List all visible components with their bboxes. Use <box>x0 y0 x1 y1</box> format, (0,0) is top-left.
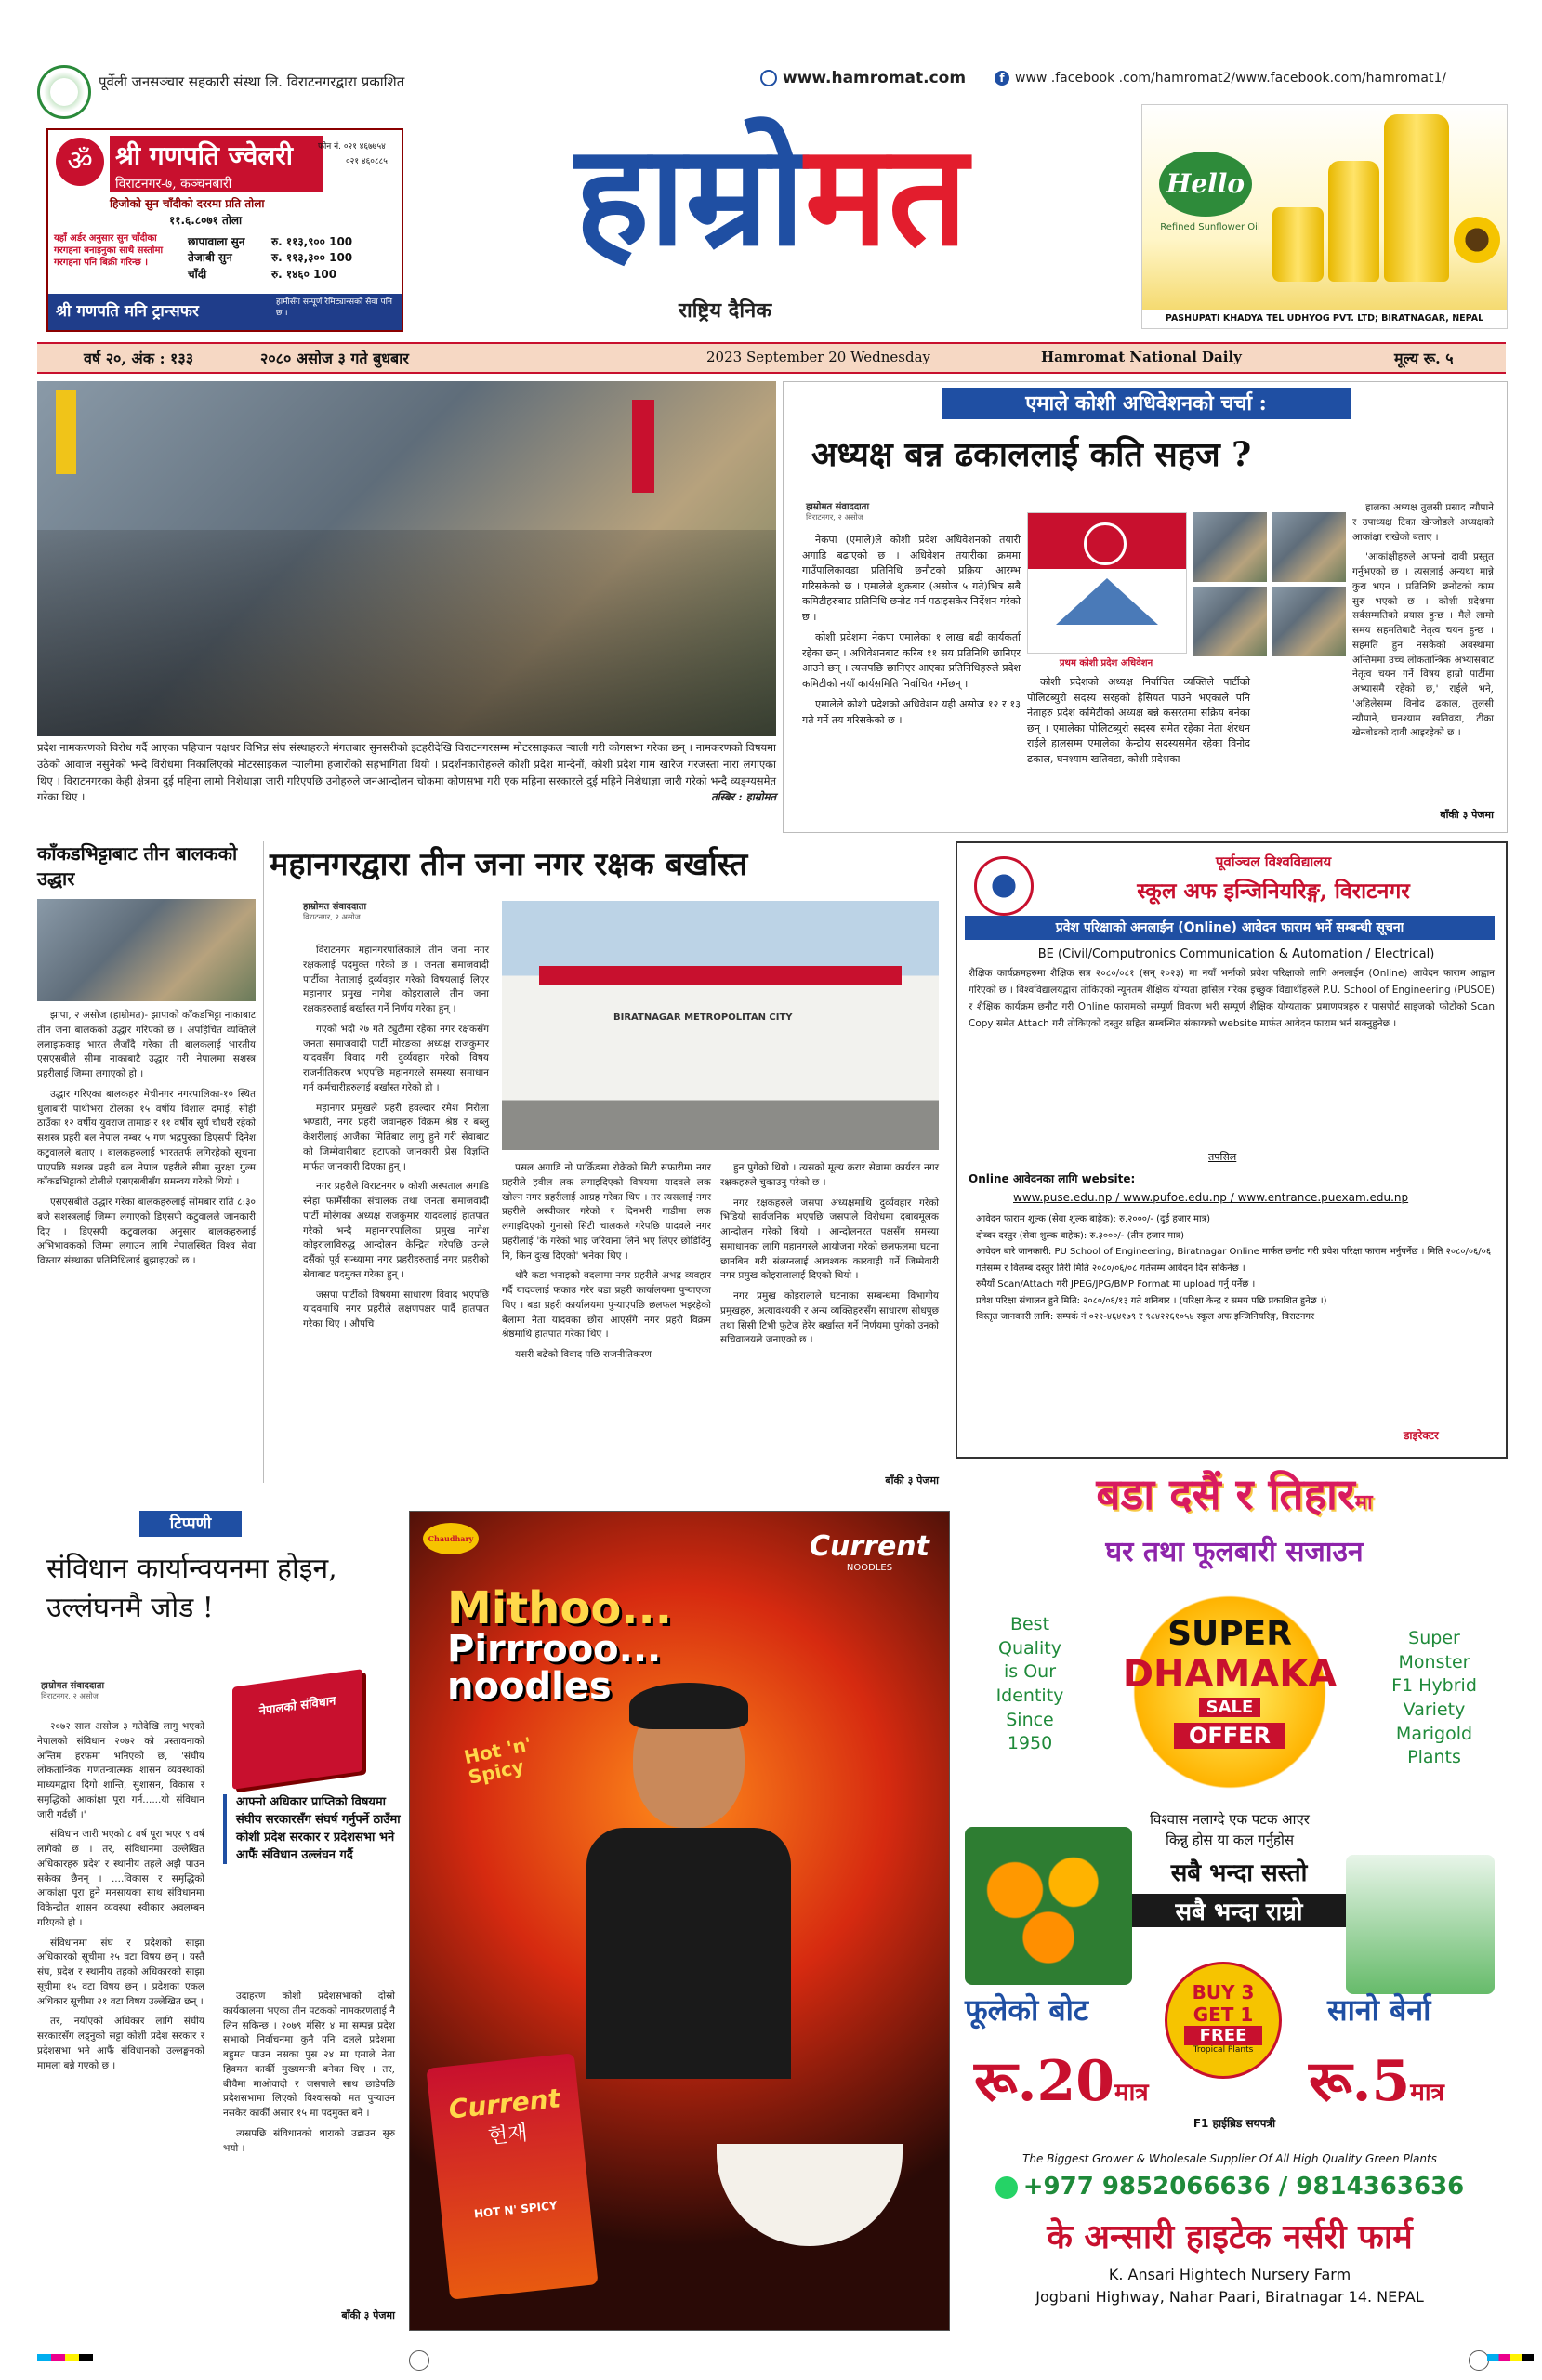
paragraph: उद्धार गरिएका बालकहरु मेचीनगर नगरपालिका-१० स्थित धुलाबारी पाथीभरा टोलका १५ वर्षीय विशाल दमाई, सोही ठाउँका १२ वर्षीय युवराज तामाङ र ११ वर्षीय सूर्य चौधरी रहेको सशस्त्र प्रहरी बल नेपाल नम्बर ५ गण भद्रपुरका डिएसपी दिनेश कटुवालले बताए । बालकहरुलाई भारततर्फ लगिरहेको सूचना पाएपछि सशस्त्र प्रहरी बल नेपाल प्रहरीले सीमा सुरक्षा गुल्म काँकडभिट्टाको टोलीले एसएसबीसँग समन्वय गरेको थियो । <box>37 1088 256 1188</box>
details-label: तपसिल <box>1208 1151 1237 1163</box>
lead-caption <box>37 740 776 806</box>
metro-building-photo <box>502 901 939 1150</box>
buy-text: BUY 3 <box>1192 1981 1255 2003</box>
rate-label: चाँदी <box>188 267 207 281</box>
claim-line: Variety <box>1403 1699 1466 1720</box>
police-col3 <box>720 1161 939 1354</box>
money-transfer-bar <box>48 294 402 330</box>
signature: डाइरेक्टर <box>1404 1429 1439 1442</box>
price2-unit: मात्र <box>1410 2079 1444 2107</box>
paragraph: कोशी प्रदेशको अध्यक्ष निर्वाचित व्यक्तिले पार्टीको पोलिटब्युरो सदस्य सरहको हैसियत पाउने भएकाले पनि नेताहरु प्रदेश कमिटीको अध्यक्ष बन्ने कसरतमा सक्रिय बनेका छन् । एमालेका पोलिटब्युरो सदस्य समेत रहेका नेता शेरधन राईले हालसम्म एमालेका केन्द्रीय सदस्यसमेत रहेका विनोद ढकाल, घनश्याम खतिवडा, कोशी प्रदेशका <box>1027 676 1250 765</box>
paragraph: नगर रक्षकहरुले जसपा अध्यक्षमाथि दुर्व्यवहार गरेको भिडियो सार्वजनिक भएपछि जसपाले विरोधमा दबाबमूलक आन्दोलन गरेको थियो । आन्दोलनरत पक्षसँग समस्या समाधानका लागि महानगरले आयोजना गरेको छलफलमा घटना छानबिन गरी संलग्नलाई आवश्यक कारवाही गर्ने जिम्मेवारी नगर प्रमुख कोइरालालाई दिएको थियो । <box>720 1197 939 1282</box>
opinion-pullquote <box>223 1794 403 1864</box>
pack-label: HOT N' SPICY <box>473 2199 559 2221</box>
notice-line: आवेदन फाराम शुल्क (सेवा शुल्क बाहेक): रु.२०००/- (दुई हजार मात्र) <box>976 1214 1211 1224</box>
ganapati-brand-box <box>110 136 323 192</box>
headline-line: Pirrrooo... <box>447 1628 662 1671</box>
paper-title <box>409 102 1134 288</box>
offer-text: OFFER <box>1174 1723 1285 1749</box>
police-col1 <box>303 944 489 1338</box>
koshi-byline <box>806 499 869 522</box>
ganapati-address: विराटनगर-७, कञ्चनबारी <box>115 177 232 192</box>
price2 <box>1309 2041 1444 2117</box>
websites[interactable]: www.puse.edu.np / www.pufoe.edu.np / www.entrance.puexam.edu.np <box>1013 1191 1409 1204</box>
paragraph: २०७२ साल असोज ३ गतेदेखि लागु भएको नेपालको संविधान २०७२ को प्रस्तावनाको अन्तिम हरफमा भनिएको छ, 'संघीय लोकतान्त्रिक गणतन्त्रात्मक शासन व्यवस्थाको माध्यमद्वारा दिगो शान्ति, सुशासन, विकास र समृद्धिको आकांक्षा पूरा गर्न......यो संविधान जारी गर्दछौं ।' <box>37 1721 204 1820</box>
hello-logo: Hello <box>1159 152 1252 217</box>
phone-number: +977 9852066636 / 9814363636 <box>1022 2173 1465 2201</box>
volume: वर्ष २०, अंक : १३३ <box>84 350 194 367</box>
portrait-1 <box>1193 512 1267 582</box>
nursery-tagline: The Biggest Grower & Wholesale Supplier Of All High Quality Green Plants <box>1022 2152 1437 2165</box>
hello-product: Refined Sunflower Oil <box>1160 222 1260 232</box>
nursery-phone <box>956 2173 1504 2201</box>
paragraph: झापा, २ असोज (हाम्रोमत)- झापाको काँकडभिट्टा नाकाबाट तीन जना बालकको उद्धार गरिएको छ । अपहिचित व्यक्तिले ललाइफकाइ भारत लैजाँदै गरेका ती बालकलाई भारतीय एसएसबीले सीमा नाकाबाटै उद्धार गरी नेपालमा सशस्त्र प्रहरीलाई जिम्मा लगाएको हो । <box>37 1010 256 1079</box>
building-roof <box>539 966 902 985</box>
byline-place: विराटनगर, २ असोज <box>41 1691 99 1700</box>
nepali-date: २०८० असोज ३ गते बुधबार <box>260 350 409 367</box>
uml-logo <box>1027 512 1187 654</box>
brand-logo <box>810 1530 929 1573</box>
paragraph: नेकपा (एमाले)ले कोशी प्रदेश अधिवेशनको तयारी अगाडि बढाएको छ । अधिवेशन तयारीका क्रममा गाउँपालिकावडा प्रतिनिधि छनौटको प्रक्रिया आरम्भ गरिसकेको छ । एमालेले शुक्रबार (असोज ५ गते)भित्र सबै कमिटीहरुबाट प्रतिनिधि छनोट गर्न पठाइसकेर निर्देशन गरेको छ । <box>802 534 1021 623</box>
maker-logo: Chaudhary <box>423 1523 479 1554</box>
flower-label: फूलेको बोट <box>965 1992 1089 2028</box>
seedling-photo <box>1346 1855 1495 1994</box>
headline-line: noodles <box>447 1665 612 1708</box>
facebook-text: www .facebook .com/hamromat2/www.facebook.com/hamromat1/ <box>1015 71 1447 86</box>
trust-line: विश्वास नलाग्दे एक पटक आएर <box>1150 1811 1310 1828</box>
trust-line2: किन्नु होस या कल गर्नुहोस <box>1165 1831 1295 1848</box>
title-blue: हाम्रो <box>574 113 805 277</box>
noodle-bowl-icon <box>717 2144 903 2246</box>
paragraph: उदाहरण कोशी प्रदेशसभाको दोस्रो कार्यकालमा भएका तीन पटकको नामकरणलाई नै लिन सकिन्छ । २०७९ मंसिर ४ मा सम्पन्न प्रदेश सभाको निर्वाचनमा कुनै पनि दलले प्रदेशमा बहुमत पाउन नसका पुस २४ मा एमाले नेता हिक्मत कार्की मुख्यमन्त्री बनेका थिए । तर, बीचैमा माओवादी र जसपाले साथ छाडेपछि प्रदेशसभामा लिएको विश्वासको मत पुऱ्याउन नसकेर कार्की असार १५ मा पदमुक्त बने । <box>223 1990 395 2119</box>
koshi-col3 <box>1352 501 1494 747</box>
paragraph: एमालेले कोशी प्रदेशको अधिवेशन यही असोज १२ र १३ गते गर्ने तय गरिसकेको छ । <box>802 698 1021 726</box>
english-date: 2023 September 20 Wednesday <box>706 349 931 365</box>
publisher-line: पूर्वेली जनसञ्चार सहकारी संस्था लि. विराटनगरद्वारा प्रकाशित <box>99 73 405 90</box>
register-mark-icon <box>409 2350 429 2371</box>
column-divider <box>263 841 264 1483</box>
rate-value: रु. ११३,३०० 100 <box>271 251 353 265</box>
website-label: Online आवेदनका लागि website: <box>969 1172 1136 1185</box>
nursery-ad <box>956 1464 1504 2329</box>
lead-caption-text: प्रदेश नामकरणको विरोध गर्दै आएका पहिचान पक्षधर विभिन्न संघ संस्थाहरुले मंगलबार सुनसरीको इटहरीदेखि विराटनगरसम्म मोटरसाइकल र्‍याली गरी कोगसभा गरेका छन् । नामकरणको विषयमा उठेको आवाज नसुनेको भन्दै विरोधमा निकालिएको मोटरसाइकल र्‍यालीमा हजारौंको सहभागिता थियो । प्रदर्शनकारीहरुले कोशी प्रदेश मान्दैनौं, कोशी प्रदेश गाम खारेज गरजस्ता नारा लगाएका थिए । विराटनगरका केही क्षेत्रमा दुई महिना लामो निशेधाज्ञा जारी गरिएपछि उनीहरुले जनआन्दोलन चोकमा कोणसभा गरी एक महिना सरकारले दुई महिने निशेधाज्ञा जारी गरेको भन्दै व्यङ्ग्यसमेत गरेका थिए । <box>37 741 776 804</box>
festival-sub: घर तथा फूलबारी सजाउन <box>1105 1536 1364 1568</box>
pullquote-text: आफ्नो अधिकार प्राप्तिको विषयमा संघीय सरकारसँग संघर्ष गर्नुपर्ने ठाउँमा कोशी प्रदेश सरकार र प्रदेशसभा भने आफैं संविधान उल्लंघन गर्दै <box>236 1795 401 1862</box>
ganapati-headline: हिजोको सुन चाँदीको दररमा प्रति तोला <box>110 197 265 210</box>
coop-logo-icon <box>37 65 91 119</box>
notice-body: शैक्षिक कार्यक्रमहरुमा शैक्षिक सत्र २०८०/०८१ (सन् २०२३) मा नयाँ भर्नाको प्रवेश परिक्षाको लागि अनलाईन (Online) आवेदन फाराम आह्वान गरिएको छ । विश्वविद्यालयद्वारा तोकिएको न्यूनतम शैक्षिक योग्यता हासिल गरेका इच्छुक विद्यार्थीहरुले P.U. School of Engineering (PUSOE) र शैक्षिक कार्यक्रम छनौट गरी Online फारामको सम्पूर्ण विवरण भरी सम्पूर्ण शैक्षिक योग्यताका प्रमाणपत्रहरु र पासपोर्ट साइजको फोटोको Scan Copy समेत Attach गरी तोकिएको दस्तुर सहित सम्बन्धित संकायको website मार्फत आवेदन फाराम भर्न सक्नुहुनेछ । <box>969 968 1495 1029</box>
sunflower-icon <box>1454 217 1500 263</box>
constitution-book-icon <box>232 1669 362 1790</box>
sale-text: SALE <box>1199 1698 1261 1717</box>
opinion-col2 <box>223 1990 395 2162</box>
claim-line: Quality <box>998 1637 1061 1659</box>
rate-value: रु. १४६० 100 <box>271 267 337 281</box>
facebook-icon: f <box>995 71 1009 86</box>
register-mark-icon <box>1469 2350 1489 2371</box>
claim-line: Since <box>1006 1709 1054 1730</box>
paragraph: जसपा पार्टीको विषयमा साधारण विवाद भएपछि यादवमाथि नगर प्रहरीले लक्षणपक्षर पार्दै हातपात गरेका थिए । औपचि <box>303 1289 489 1329</box>
claim-line: F1 Hybrid <box>1391 1675 1477 1697</box>
oil-bottle-icon <box>1328 161 1379 282</box>
hammer-sickle-icon <box>1084 522 1127 565</box>
opinion-byline <box>41 1678 104 1701</box>
pu-logo-icon <box>974 856 1034 916</box>
koshi-col1 <box>802 533 1021 734</box>
paragraph: हुन पुगेको थियो । त्यसको मूल्य करार सेवामा कार्यरत नगर रक्षकहरुले चुकाउनु परेको छ । <box>720 1162 939 1188</box>
price: मूल्य रू. ५ <box>1394 350 1454 367</box>
pack-korean: 현재 <box>486 2122 529 2149</box>
claim-line: Marigold <box>1395 1723 1473 1744</box>
claim-line: Best <box>1009 1614 1050 1634</box>
hybrid-label: F1 हाईब्रिड सयपत्री <box>1193 2117 1276 2130</box>
opinion-tag: टिप्पणी <box>139 1511 242 1537</box>
ganapati-ad <box>46 128 403 332</box>
claim-line: is Our <box>1003 1661 1057 1683</box>
paragraph: पसल अगाडि नो पार्किङमा रोकेको मिटी सफारीमा नगर प्रहरीले हवील लक लगाइदिएको विषयमा यादवले लक खोल्न नगर प्रहरीलाई आग्रह गरेका थिए । तर त्यसलाई नगर प्रहरीले अस्वीकार गरेको र दिनभरी गाडीमा लक लगाइदिएको गुनासो सिटी चालकले गरेपछि यादवले नगर प्रहरीलाई 'के गरेको भाइ जरिवाना लिने भए लिएर छोडिदिनु नि, किन दुःख दिएको' भनेका थिए । <box>502 1162 711 1262</box>
school-name: स्कूल अफ इन्जिनियरिङ्ग, विराटनगर <box>1137 879 1410 904</box>
price1 <box>974 2041 1149 2117</box>
paragraph: विराटनगर महानगरपालिकाले तीन जना नगर रक्षकलाई पदमुक्त गरेको छ । जनता समाजवादी पार्टीका नेतालाई दुर्व्यवहार गरेको विषयलाई लिएर महानगर प्रमुख नागेश कोइरालाले तीन जना रक्षकहरुलाई बर्खास्त गर्ने निर्णय गरेका हुन् । <box>303 945 489 1014</box>
brand-name: Current <box>810 1530 930 1563</box>
nursery-name-en: K. Ansari Hightech Nursery Farm <box>1108 2266 1351 2283</box>
rate-value: रु. ११३,९०० 100 <box>271 235 353 248</box>
kakarbhitta-body <box>37 1009 256 1269</box>
univ-name: पूर्वाञ्चल विश्वविद्यालय <box>1215 853 1332 870</box>
nursery-address: Jogbani Highway, Nahar Paari, Biratnagar 14. NEPAL <box>1035 2288 1424 2306</box>
man-hair <box>629 1683 748 1729</box>
notice-lines <box>976 1211 1496 1326</box>
portrait-4 <box>1272 587 1346 656</box>
lead-caption-credit: तस्बिर : हाम्रोमत <box>711 790 776 804</box>
oil-jar-icon <box>1272 207 1324 282</box>
cheapest: सबै भन्दा सस्तो <box>1170 1859 1308 1887</box>
programs: BE (Civil/Computronics Communication & Automation / Electrical) <box>1037 947 1435 961</box>
masthead <box>37 56 1506 335</box>
super-text: SUPER <box>1167 1615 1292 1653</box>
rate-row <box>188 250 397 266</box>
festival-suffix: मा <box>1354 1490 1373 1514</box>
left-claims <box>974 1613 1086 1756</box>
marigold-photo <box>965 1827 1132 1985</box>
pack-brand: Current <box>447 2082 562 2125</box>
dateline <box>37 342 1506 374</box>
koshi-story <box>783 381 1508 833</box>
claim-line: Identity <box>995 1685 1064 1706</box>
free-sub: Tropical Plants <box>1193 2045 1254 2055</box>
noodle-ad <box>409 1511 950 2331</box>
paragraph: थोरै कडा भनाइको बदलामा नगर प्रहरीले अभद्र व्यवहार गर्दै यादवलाई फकाउ गरेर बडा प्रहरी कार्यालयमा पुऱ्याएका थिए । बडा प्रहरी कार्यालयमा पुऱ्याएपछि छलफल भइरहेको बेलामा नेता यादवका छोरा आएसँगै नगर प्रहरी विक्रम श्रेष्ठमाथि हातपात गरेका थिए । <box>502 1270 711 1341</box>
portrait-3 <box>1193 587 1267 656</box>
buy3-badge <box>1165 1962 1282 2079</box>
hello-oil-ad <box>1141 104 1508 329</box>
noodle-pack <box>426 2053 598 2299</box>
man-figure <box>568 1688 810 2079</box>
ganapati-phone2: ०२१ ४६०८८५ <box>346 157 388 166</box>
money-transfer-tag: हामीसँग सम्पूर्ण रेमिट्यान्सको सेवा पनि छ । <box>276 298 392 318</box>
byline-place: विराटनगर, २ असोज <box>303 912 361 921</box>
title-red: मत <box>804 113 969 277</box>
paragraph: एसएसबीले उद्धार गरेका बालकहरुलाई सोमबार राति ८:३० बजे सशस्त्रलाई जिम्मा लगाएको डिएसपी कटुवालले जानकारी दिए । डिएसपी कटुवालका अनुसार बालकहरुलाई अभिभावकको जिम्मा लगाउन लागि नेपालस्थित विश्व सेवा विस्तार संस्थाका प्रतिनिधिलाई बुझाइएको छ । <box>37 1197 256 1266</box>
paragraph: यसरी बढेको विवाद पछि राजनीतिकरण <box>515 1349 652 1360</box>
lead-photo <box>37 381 776 736</box>
notice-line: विस्तृत जानकारी लागि: सम्पर्क नं ०२१-४६४१७९ र ९८४२२६१०५४ स्कूल अफ इन्जिनियरिङ्ग, विराटनगर <box>976 1312 1315 1322</box>
flag-icon <box>632 400 654 493</box>
metro-sign: BIRATNAGAR METROPOLITAN CITY <box>613 1012 793 1023</box>
paragraph: संविधानमा संघ र प्रदेशको साझा अधिकारको सूचीमा २५ वटा विषय छन् । यस्तै संघ, प्रदेश र स्थानीय तहको अधिकारको साझा सूचीमा १५ वटा विषय छन् । प्रदेशका एकल अधिकार सूचीमा २१ वटा विषय उल्लेखित छन् । <box>37 1937 204 2007</box>
free-text: FREE <box>1184 2026 1262 2045</box>
dhamaka-badge <box>1095 1585 1364 1799</box>
color-bar <box>37 2354 93 2361</box>
claim-line: Super <box>1408 1628 1460 1648</box>
book-label: नेपालको संविधान <box>258 1694 336 1719</box>
price2-value: रू.5 <box>1309 2049 1411 2114</box>
paragraph: नगर प्रहरीले विराटनगर ७ कोशी अस्पताल अगाडि स्नेहा फार्मेसीका संचालक तथा जनता समाजवादी पार्टी मोरंगका अध्यक्ष राजकुमार यादवलाई हातपात गरेको भन्दै महानगरपालिका प्रमुख नागेश कोइरालाविरुद्ध आन्दोलन केन्द्रित गरेपछि उनले दसैंको पूर्व सन्ध्यामा नगर प्रहरीहरुलाई नगर प्रहरीको सेवाबाट पदमुक्त गरेका हुन् । <box>303 1181 489 1280</box>
rate-row <box>188 234 397 250</box>
ganapati-date: ११.६.८०७१ तोला <box>169 214 243 227</box>
paragraph: महानगर प्रमुखले प्रहरी हवल्दार रमेश निरौला भण्डारी, नगर प्रहरी जवानहरु विक्रम श्रेष्ठ र बब्लु केशरीलाई आजैका मितिबाट लागु हुने गरी सेवाबाट को जिम्मेवारीबाट हटाएको जानकारी प्रेस विज्ञप्ति मार्फत जानकारी दिएका हुन् । <box>303 1102 489 1172</box>
notice-line: दोब्बर दस्तुर (सेवा शुल्क बाहेक): रु.३०००/- (तीन हजार मात्र) <box>976 1230 1185 1241</box>
rate-label: छापावाला सुन <box>188 235 245 248</box>
rate-label: तेजाबी सुन <box>188 251 232 265</box>
byline-name: हाम्रोमत संवाददाता <box>806 502 870 512</box>
man-body <box>586 1828 791 2079</box>
flag-icon <box>56 390 76 474</box>
brand-sub: NOODLES <box>846 1563 893 1573</box>
paragraph: 'आकांक्षीहरुले आफ्नो दावी प्रस्तुत गर्नुभएको छ । त्यसलाई अन्यथा मान्ने कुरा भएन । प्रतिनिधि छनोटको काम सुरु भएको छ । कोशी प्रदेशमा सर्वसम्मतिको प्रयास हुन्छ । मैले लामो समय सहमतिबाटै नेतृत्व चयन हुन्छ । सहमति हुन नसकेको अवस्थामा अन्तिममा उच्च लोकतान्त्रिक अभ्यासबाट नेतृत्व चयन गर्ने विषय हाम्रो पार्टीमा अभ्यासमै रहेको छ,' राईले भने, 'अहिलेसम्म विनोद ढकाल, तुलसी न्यौपाने, घनश्याम खतिवडा, टीका खेन्जोडको दावी आइरहेको छ । <box>1352 551 1494 739</box>
byline-name: हाम्रोमत संवाददाता <box>303 902 367 912</box>
noodle-headline <box>447 1582 672 1708</box>
nursery-name-np: के अन्सारी हाइटेक नर्सरी फार्म <box>1047 2217 1413 2256</box>
website-text: www.hamromat.com <box>783 69 967 87</box>
dhamaka-text: DHAMAKA <box>1122 1653 1338 1696</box>
paragraph: हालका अध्यक्ष तुलसी प्रसाद न्यौपाने र उपाध्यक्ष टिका खेन्जोडले अध्यक्षको आकांक्षा राखेको बताए । <box>1352 502 1494 543</box>
notice-line: प्रवेश परिक्षा संचालन हुने मिति: २०८०/०६/१३ गते शनिबार । (परिक्षा केन्द्र र समय पछि प्रकाशित हुनेछ ।) <box>976 1295 1327 1306</box>
best: सबै भन्दा राम्रो <box>1132 1894 1346 1927</box>
opinion-more: बाँकी ३ पेजमा <box>341 2309 395 2321</box>
claim-line: 1950 <box>1007 1733 1053 1754</box>
kakarbhitta-story <box>37 841 256 1529</box>
facebook-link[interactable] <box>995 71 1446 86</box>
ganapati-logo-icon: ॐ <box>56 138 104 186</box>
ganapati-brand: श्री गणपति ज्वेलरी <box>115 140 293 171</box>
hot-spicy-badge: Hot 'n' Spicy <box>462 1732 534 1789</box>
website-link[interactable] <box>760 69 966 87</box>
paragraph: गएको भदौ २७ गते ट्युटीमा रहेका नगर रक्षकसँग जनता समाजवादी पार्टी मोरङका अध्यक्ष राजकुमार यादवसँग विवाद गरी दुर्व्यवहार गरेको विषय राजनीतिकरण भएपछि महानगरले समस्या समाधान गर्न कर्मचारीहरुलाई बर्खास्त गरेको हो । <box>303 1023 489 1093</box>
opinion-story <box>37 1511 400 2329</box>
claim-line: Plants <box>1407 1747 1461 1768</box>
koshi-kicker: एमाले कोशी अधिवेशनको चर्चा : <box>942 388 1351 419</box>
ganapati-offer: यहाँ अर्डर अनुसार सुन चाँदीका गरगहना बनाइनुका साथै सस्तोमा गरगहना पनि बिक्री गरिन्छ । <box>54 233 164 268</box>
police-byline <box>303 899 366 922</box>
kakarbhitta-photo <box>37 899 256 1001</box>
university-ad <box>956 841 1508 1459</box>
portrait-2 <box>1272 512 1346 582</box>
paper-subtitle: राष्ट्रिय दैनिक <box>679 298 772 323</box>
paragraph: तर, नयाँएको अधिकार लागि संघीय सरकारसँग लड्नुको सट्टा कोशी प्रदेश सरकार र प्रदेशसभा भने आफैं संविधानको उल्लङ्घनको मामला बन्ने गएको छ । <box>37 2016 204 2071</box>
price1-unit: मात्र <box>1114 2079 1149 2107</box>
globe-icon <box>760 70 777 86</box>
kakarbhitta-headline: काँकडभिट्टाबाट तीन बालकको उद्धार <box>37 842 238 890</box>
paragraph: त्यसपछि संविधानको धाराको उडाउन सुरु भयो । <box>223 2127 395 2154</box>
notice-line: आवेदन बारे जानकारी: PU School of Engineering, Biratnagar Online मार्फत छनौट गरी प्रवेश परिक्षा फाराम भर्नुपर्नेछ । मिति २०८०/०६/०६ गतेसम्म र विलम्ब दस्तुर तिरी मिति २०८०/०६/०८ गतेसम्म आवेदन दिन सकिनेछ । <box>976 1247 1492 1274</box>
paragraph: नगर प्रमुख कोइरालाले घटनाका सम्बन्धमा विभागीय प्रमुखहरु, अत्यावश्यकी र अन्य व्यक्तिहरुसँग साधारण सोधपुछ तथा सिसी टिभी फुटेज हेरेर बर्खास्त गर्ने निर्णयमा पुगेको उनको सचिवालयले जनाएको छ । <box>720 1290 939 1346</box>
uml-logo-caption: प्रथम कोशी प्रदेश अधिवेशन <box>1059 658 1153 668</box>
color-bar <box>1487 2354 1534 2361</box>
koshi-more: बाँकी ३ पेजमा <box>1440 809 1494 821</box>
koshi-headline: अध्यक्ष बन्न ढकाललाई कति सहज ? <box>811 435 1252 474</box>
paragraph: कोशी प्रदेशमा नेकपा एमालेका १ लाख बढी कार्यकर्ता रहेका छन् । अधिवेशनबाट करिब ११ सय प्रतिनिधि छानिएर आउने छन् । त्यसपछि छानिएर आएका प्रतिनिधिहरुले प्रदेश कमिटीको नयाँ कार्यसमिति निर्वाचित गर्नेछन् । <box>802 631 1021 690</box>
rate-row <box>188 267 397 283</box>
whatsapp-icon <box>995 2176 1018 2199</box>
koshi-col2 <box>1027 675 1250 773</box>
crowd-shape <box>37 530 776 736</box>
festival-text: बडा दसैं र तिहार <box>1096 1469 1355 1519</box>
price1-value: रू.20 <box>974 2049 1115 2114</box>
police-col2 <box>502 1161 711 1368</box>
money-transfer: श्री गणपति मनि ट्रान्सफर <box>56 302 199 321</box>
police-story <box>270 841 948 1492</box>
ganapati-phone1: फोन नं. ०२१ ४६७७५४ <box>318 142 386 152</box>
paper-name: Hamromat National Daily <box>1041 349 1242 365</box>
oil-bottle-big-icon <box>1384 114 1449 282</box>
claim-line: Monster <box>1398 1651 1470 1673</box>
right-claims <box>1374 1627 1495 1770</box>
seedling-label: सानो बेर्ना <box>1327 1992 1431 2028</box>
byline-name: हाम्रोमत संवाददाता <box>41 1681 105 1691</box>
mountain-icon <box>1056 578 1158 625</box>
paragraph: संविधान जारी भएको ८ वर्ष पूरा भएर ९ वर्ष लागेको छ । तर, संविधानमा उल्लेखित अधिकारहरु प्रदेश र स्थानीय तहले अझै पाउन सकेका छैनन् । ....विकास र समृद्धिको आकांक्षा पूरा हुने मनसायका साथ संविधानमा विकेन्द्रीत शासन व्यवस्था स्वीकार अवलम्बन गरिएको हो । <box>37 1829 204 1928</box>
notice-line: रुपैयाँ Scan/Attach गरी JPEG/JPG/BMP Format मा upload गर्नु पर्नेछ । <box>976 1279 1256 1289</box>
get-text: GET 1 <box>1193 2003 1254 2026</box>
festival-title <box>983 1464 1485 1522</box>
headline-line: Mithoo... <box>447 1582 672 1634</box>
police-headline: महानगरद्वारा तीन जना नगर रक्षक बर्खास्त <box>270 846 748 883</box>
hello-company: PASHUPATI KHADYA TEL UDHYOG PVT. LTD; BIRATNAGAR, NEPAL <box>1142 310 1507 328</box>
police-more: बाँकी ३ पेजमा <box>885 1474 939 1487</box>
opinion-col1 <box>37 1720 204 2079</box>
notice-title: प्रवेश परिक्षाको अनलाईन (Online) आवेदन फाराम भर्ने सम्बन्धी सूचना <box>965 916 1495 940</box>
opinion-headline: संविधान कार्यान्वयनमा होइन, उल्लंघनमै जोड ! <box>46 1553 337 1624</box>
ganapati-rates <box>188 234 397 283</box>
byline-place: विराटनगर, २ असोज <box>806 512 863 522</box>
